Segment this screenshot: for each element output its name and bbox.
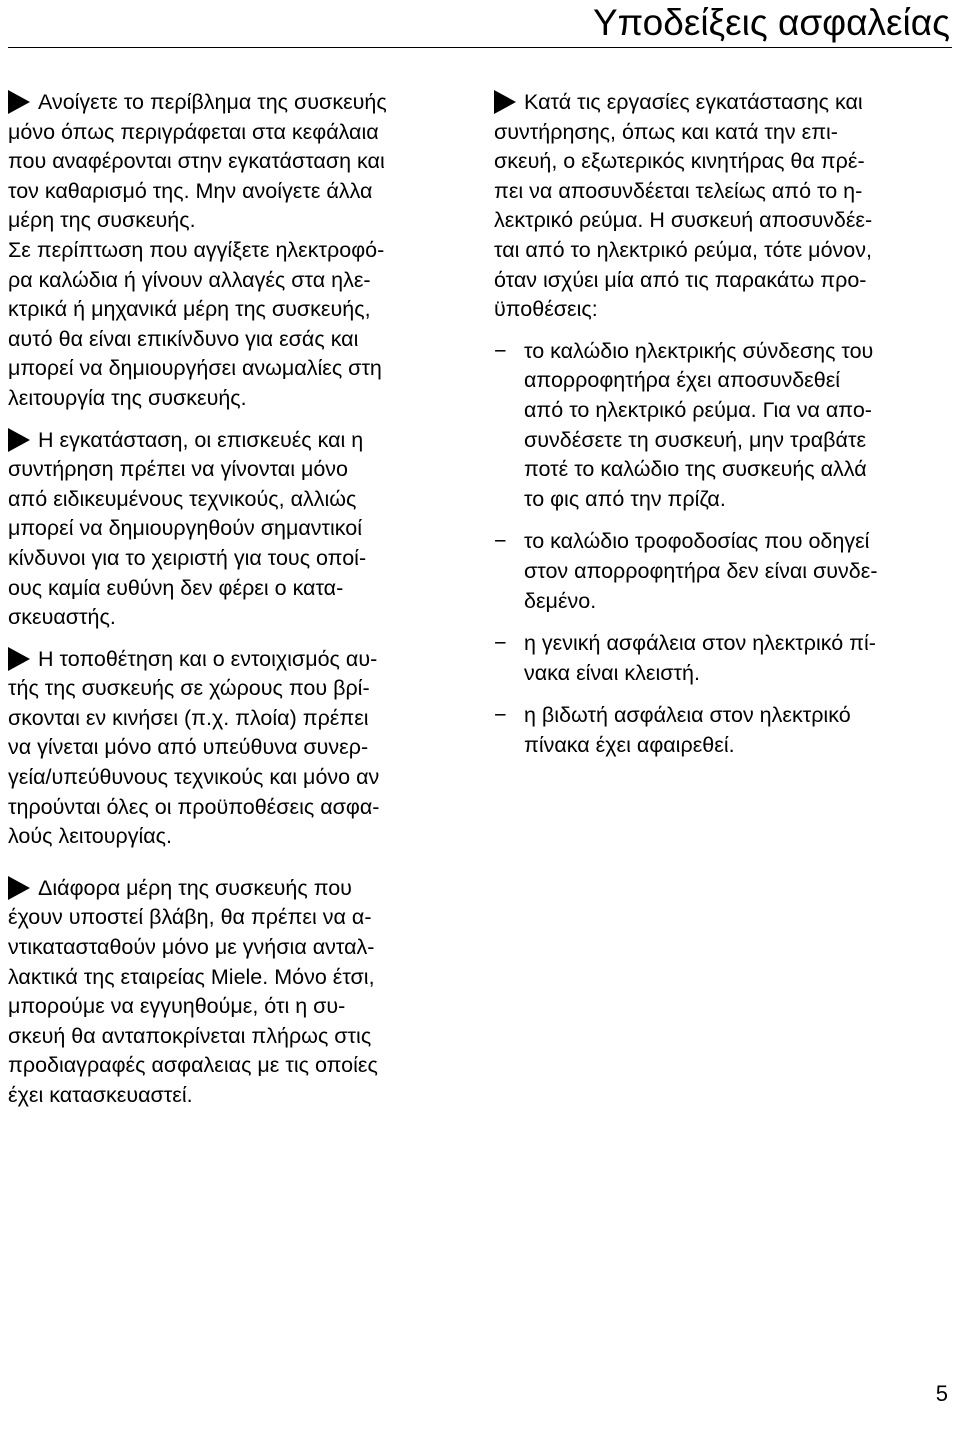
paragraph-text: Η εγκατάσταση, οι επισκευές και η συντήρηση πρέπει να γίνονται μόνο από ειδικευμένους τεχνικούς, αλλιώς μπορεί να δημιουργηθούν σημαντικοί κίνδυνοι για το χειριστή για τους οποί- ους καμία ευθύνη δεν φέρει ο κατα- σκευαστής. bbox=[8, 427, 367, 630]
list-item bbox=[494, 527, 946, 616]
triangle-bullet-icon bbox=[494, 90, 516, 114]
paragraph-text: Κατά τις εργασίες εγκατάστασης και συντήρησης, όπως και κατά την επι- σκευή, ο εξωτερικός κινητήρας θα πρέ- πει να αποσυνδέεται τελείως από το η- λεκτρικό ρεύμα. Η συσκευή αποσυνδέε- ται από το ηλεκτρικό ρεύμα, τότε μόνον, όταν ισχύει μία από τις παρακάτω προ- ϋποθέσεις: bbox=[494, 90, 873, 322]
right-column bbox=[494, 88, 946, 773]
dash-bullet: − bbox=[494, 703, 507, 728]
list-item bbox=[494, 337, 946, 515]
list-item-text: η βιδωτή ασφάλεια στον ηλεκτρικό πίνακα έχει αφαιρεθεί. bbox=[524, 703, 851, 757]
triangle-bullet-icon bbox=[8, 90, 30, 114]
page-title: Υποδείξεις ασφαλείας bbox=[592, 2, 950, 43]
list-item-text: το καλώδιο ηλεκτρικής σύνδεσης του απορροφητήρα έχει αποσυνδεθεί από το ηλεκτρικό ρεύμα. Για να απο- συνδέσετε τη συσκευή, μην τραβάτε ποτέ το καλώδιο της συσκευής αλλά το φις από την πρίζα. bbox=[524, 338, 874, 511]
list-item bbox=[494, 701, 946, 760]
triangle-bullet-icon bbox=[8, 428, 30, 452]
safety-paragraph bbox=[8, 88, 468, 414]
list-item bbox=[494, 629, 946, 688]
dash-bullet: − bbox=[494, 631, 507, 656]
paragraph-text: Διάφορα μέρη της συσκευής που έχουν υποστεί βλάβη, θα πρέπει να α- ντικατασταθούν μόνο με γνήσια ανταλ- λακτικά της εταιρείας Miele. Μόνο έτσι, μπορούμε να εγγυηθούμε, ότι η συ- σκευή θα ανταποκρίνεται πλήρως στις προδιαγραφές ασφαλειας με τις οποίες έχει κατασκευαστεί. bbox=[8, 875, 378, 1107]
dash-bullet: − bbox=[494, 529, 507, 554]
triangle-bullet-icon bbox=[8, 647, 30, 671]
list-item-text: η γενική ασφάλεια στον ηλεκτρικό πί- νακα είναι κλειστή. bbox=[524, 631, 876, 685]
safety-paragraph bbox=[8, 645, 468, 852]
page-number: 5 bbox=[935, 1381, 948, 1406]
safety-paragraph bbox=[8, 426, 468, 633]
safety-paragraph bbox=[494, 88, 946, 325]
list-item-text: το καλώδιο τροφοδοσίας που οδηγεί στον απορροφητήρα δεν είναι συνδε- δεμένο. bbox=[524, 529, 878, 613]
header-divider bbox=[8, 47, 952, 48]
conditions-list bbox=[494, 337, 946, 761]
dash-bullet: − bbox=[494, 338, 507, 363]
paragraph-text: Ανοίγετε το περίβλημα της συσκευής μόνο όπως περιγράφεται στα κεφάλαια που αναφέρονται στην εγκατάσταση και τον καθαρισμό της. Μην ανοίγετε άλλα μέρη της συσκευής. Σε περίπτωση που αγγίξετε ηλεκτροφό- ρα καλώδια ή γίνουν αλλαγές στα ηλε- κτρικά ή μηχανικά μέρη της συσκευής, αυτό θα είναι επικίνδυνο για εσάς και μπορεί να δημιουργήσει ανωμαλίες στη λειτουργία της συσκευής. bbox=[8, 90, 387, 410]
paragraph-text: Η τοποθέτηση και ο εντοιχισμός αυ- τής της συσκευής σε χώρους που βρί- σκονται εν κινήσει (π.χ. πλοία) πρέπει να γίνεται μόνο από υπεύθυνα συνερ- γεία/υπεύθυνους τεχνικούς και μόνο αν τηρούνται όλες οι προϋποθέσεις ασφα- λούς λειτουργίας. bbox=[8, 646, 380, 849]
left-column bbox=[8, 88, 468, 1111]
triangle-bullet-icon bbox=[8, 876, 30, 900]
safety-paragraph bbox=[8, 874, 468, 1111]
